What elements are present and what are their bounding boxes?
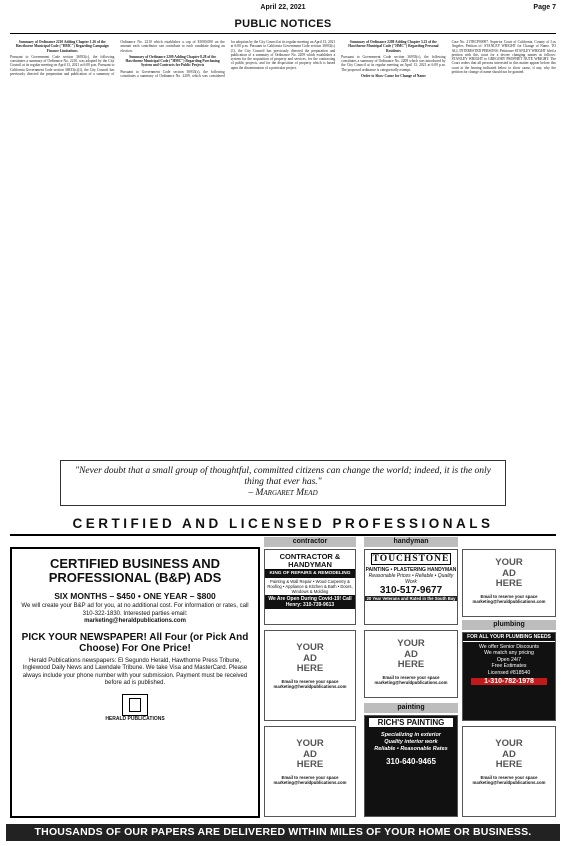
notice-title: Order to Show Cause for Change of Name <box>360 74 426 79</box>
plumbing-ad-line: We offer Senior Discounts <box>478 644 540 650</box>
certified-ad-pick: PICK YOUR NEWSPAPER! All Four (or Pick And Choose) For One Price! <box>21 631 249 654</box>
placeholder-contact: Email to reserve your space marketing@heraldpublications.com <box>273 774 347 785</box>
placeholder-heading: YOUR AD HERE <box>397 638 425 670</box>
contractor-ad-tagline: KING OF REPAIRS & REMODELING <box>265 570 355 578</box>
certified-ad-email[interactable]: marketing@heraldpublications.com <box>84 618 186 624</box>
footer-banner: THOUSANDS OF OUR PAPERS ARE DELIVERED WITHIN MILES OF YOUR HOME OR BUSINESS. <box>6 824 560 841</box>
notice-body: Pursuant to Government Code section 36933(c), the following constitutes a summary of Ordinance No. 2209, which was considered for adoption by the City Council at its regular meeting on April 13, 2021 at 6:00 p.m. Pursuant to California Government Code section 36933(c)(1), the City Council has previously directed the preparation and publication of a summary of Ordinance No. 2209 which establishes a system for the acquisition of property and services, for the contracting of public projects, and for the disposition of property which is based upon the dissemination of a particular project. <box>120 40 336 79</box>
richs-ad-line: Quality interior work <box>384 739 438 745</box>
issue-date: April 22, 2021 <box>260 4 306 11</box>
certified-ad-details: Herald Publications newspapers: El Segundo Herald, Hawthorne Press Tribune, Inglewood Daily News and Lawndale Tribune. We take Visa and MasterCard. Please always include your phone number with your submission. Payment must be received before ad is published. <box>22 657 248 686</box>
certified-ad-title: CERTIFIED BUSINESS AND PROFESSIONAL (B&P) ADS <box>48 556 222 585</box>
classified-rule <box>10 534 556 536</box>
notice-body: Pursuant to Government Code section 36933(c), the following constitutes a summary of Ordinance No. 2208 which was introduced by the City Council at its regular meeting on April 13, 2021 at 6:00 p.m. The proposed ordinance is categorically exempt. <box>341 54 446 72</box>
page-header <box>10 4 556 16</box>
section-title: PUBLIC NOTICES <box>234 18 332 30</box>
notice-title: Summary of Ordinance 2210 Adding Chapter 1.26 of the Hawthorne Municipal Code ("HMC") Regarding Campaign Finance Limitations <box>15 40 109 53</box>
section-rule <box>10 33 556 34</box>
plumbing-ad-line: Licensed #818540 <box>487 669 531 676</box>
certified-ad <box>10 547 260 818</box>
placeholder-heading: YOUR AD HERE <box>495 557 523 589</box>
placeholder-contact: Email to reserve your space marketing@heraldpublications.com <box>472 774 546 785</box>
contractor-ad <box>264 549 356 625</box>
placeholder-heading: YOUR AD HERE <box>495 738 523 770</box>
placeholder-contact: Email to reserve your space marketing@heraldpublications.com <box>472 593 546 604</box>
placeholder-contact: Email to reserve your space marketing@heraldpublications.com <box>374 674 448 685</box>
touchstone-ad-services: PAINTING • PLASTERING HANDYMAN <box>365 567 457 573</box>
contractor-ad-footer: We Are Open During Covid-19! Call Henry: 310-739-9613 <box>265 595 355 609</box>
touchstone-ad-name: TOUCHSTONE <box>372 554 450 564</box>
richs-ad-line: Specializing in exterior <box>381 732 441 738</box>
page-number: Page 7 <box>533 4 556 11</box>
richs-ad-name: RICH'S PAINTING <box>369 718 453 727</box>
notice-title: Summary of Ordinance 2208 Adding Chapter 5.23 of the Hawthorne Municipal Code ("HMC") Regarding Personal Residents <box>348 40 439 53</box>
placeholder-ad[interactable] <box>264 726 356 817</box>
plumbing-ad-header: FOR ALL YOUR PLUMBING NEEDS <box>463 633 555 642</box>
richs-ad-line: Reliable • Reasonable Rates <box>374 746 448 752</box>
quote-author: – Margaret Mead <box>248 488 318 498</box>
certified-ad-pricing: SIX MONTHS – $450 • ONE YEAR – $800 <box>54 591 216 601</box>
touchstone-ad-footer: 20 Year Veterans and Rated in the South Bay <box>366 596 456 601</box>
quote-box <box>60 460 506 506</box>
touchstone-ad-phone: 310-517-9677 <box>379 585 443 596</box>
category-contractor: contractor <box>264 537 356 547</box>
certified-ad-body: We will create your B&P ad for you, at no additional cost. For information or rates, call 310-322-1830. Interested parties email: <box>21 603 249 617</box>
placeholder-heading: YOUR AD HERE <box>296 738 324 770</box>
contractor-ad-services: Painting & Wall Repair • Wood Carpentry & Roofing • Appliance & Kitchen & Bath • Doors, Windows & Molding <box>267 578 353 594</box>
herald-logo <box>122 694 148 716</box>
touchstone-ad <box>364 549 458 625</box>
herald-logo-text: HERALD PUBLICATIONS <box>105 715 165 722</box>
plumbing-ad <box>462 632 556 721</box>
plumbing-ad-line: Free Estimates <box>491 663 527 670</box>
placeholder-ad[interactable] <box>462 549 556 617</box>
placeholder-heading: YOUR AD HERE <box>296 642 324 674</box>
placeholder-ad[interactable] <box>364 630 458 698</box>
plumbing-ad-line: Open 24/7 <box>496 656 522 663</box>
richs-painting-ad <box>364 715 458 817</box>
richs-ad-phone: 310-640-9465 <box>386 757 436 766</box>
category-handyman: handyman <box>364 537 458 547</box>
category-painting: painting <box>364 703 458 713</box>
placeholder-contact: Email to reserve your space marketing@heraldpublications.com <box>273 678 347 689</box>
contractor-ad-name: CONTRACTOR & HANDYMAN <box>265 550 355 570</box>
category-plumbing: plumbing <box>462 620 556 630</box>
notice-body: Case No. 21TRCP00097. Superior Court of California, County of Los Angeles. Petition of: STANLEY WRIGHT for Change of Name. TO ALL INTERESTED PERSONS: Petitioner STANLEY WRIGHT filed a petition with this court for a decree changing names as follows: STANLEY WRIGHT to GREGORY PROPHET NUTE WRIGHT. The Court orders that all persons interested in this matter appear before this court at the hearing indicated below to show cause, if any, why the petition for change of name should not be granted. <box>451 40 556 75</box>
notice-title: Summary of Ordinance 2209 Adding Chapter 8.28 of the Hawthorne Municipal Code ("HMC") Regarding Purchasing System and Contracts for Public Projects <box>125 54 220 68</box>
placeholder-ad[interactable] <box>264 630 356 721</box>
classified-title: CERTIFIED AND LICENSED PROFESSIONALS <box>72 516 494 531</box>
public-notices <box>10 40 556 450</box>
placeholder-ad[interactable] <box>462 726 556 817</box>
touchstone-ad-note: Reasonable Prices • Reliable • Quality Work <box>368 573 454 585</box>
plumbing-ad-phone: 1-310-782-1978 <box>471 678 547 685</box>
quote-text: "Never doubt that a small group of thoughtful, committed citizens can change the world; indeed, it is the only thing that ever has." <box>75 466 491 487</box>
notice-body: Pursuant to Government Code section 36933(c), the following constitutes a summary of Ordinance No. 2210, was adopted by the City Council at its regular meeting on April 13, 2021 at 6:00 p.m. Pursuant to California Government Code section 36933(c)(1), the City Council has previously directed the preparation and publication of a summary of Ordinance No. 2210 which establishes a cap of $1000,000 on the amount each contributor can contribute to each candidate during an election. <box>10 40 225 77</box>
plumbing-ad-line: We match any pricing <box>484 650 534 657</box>
